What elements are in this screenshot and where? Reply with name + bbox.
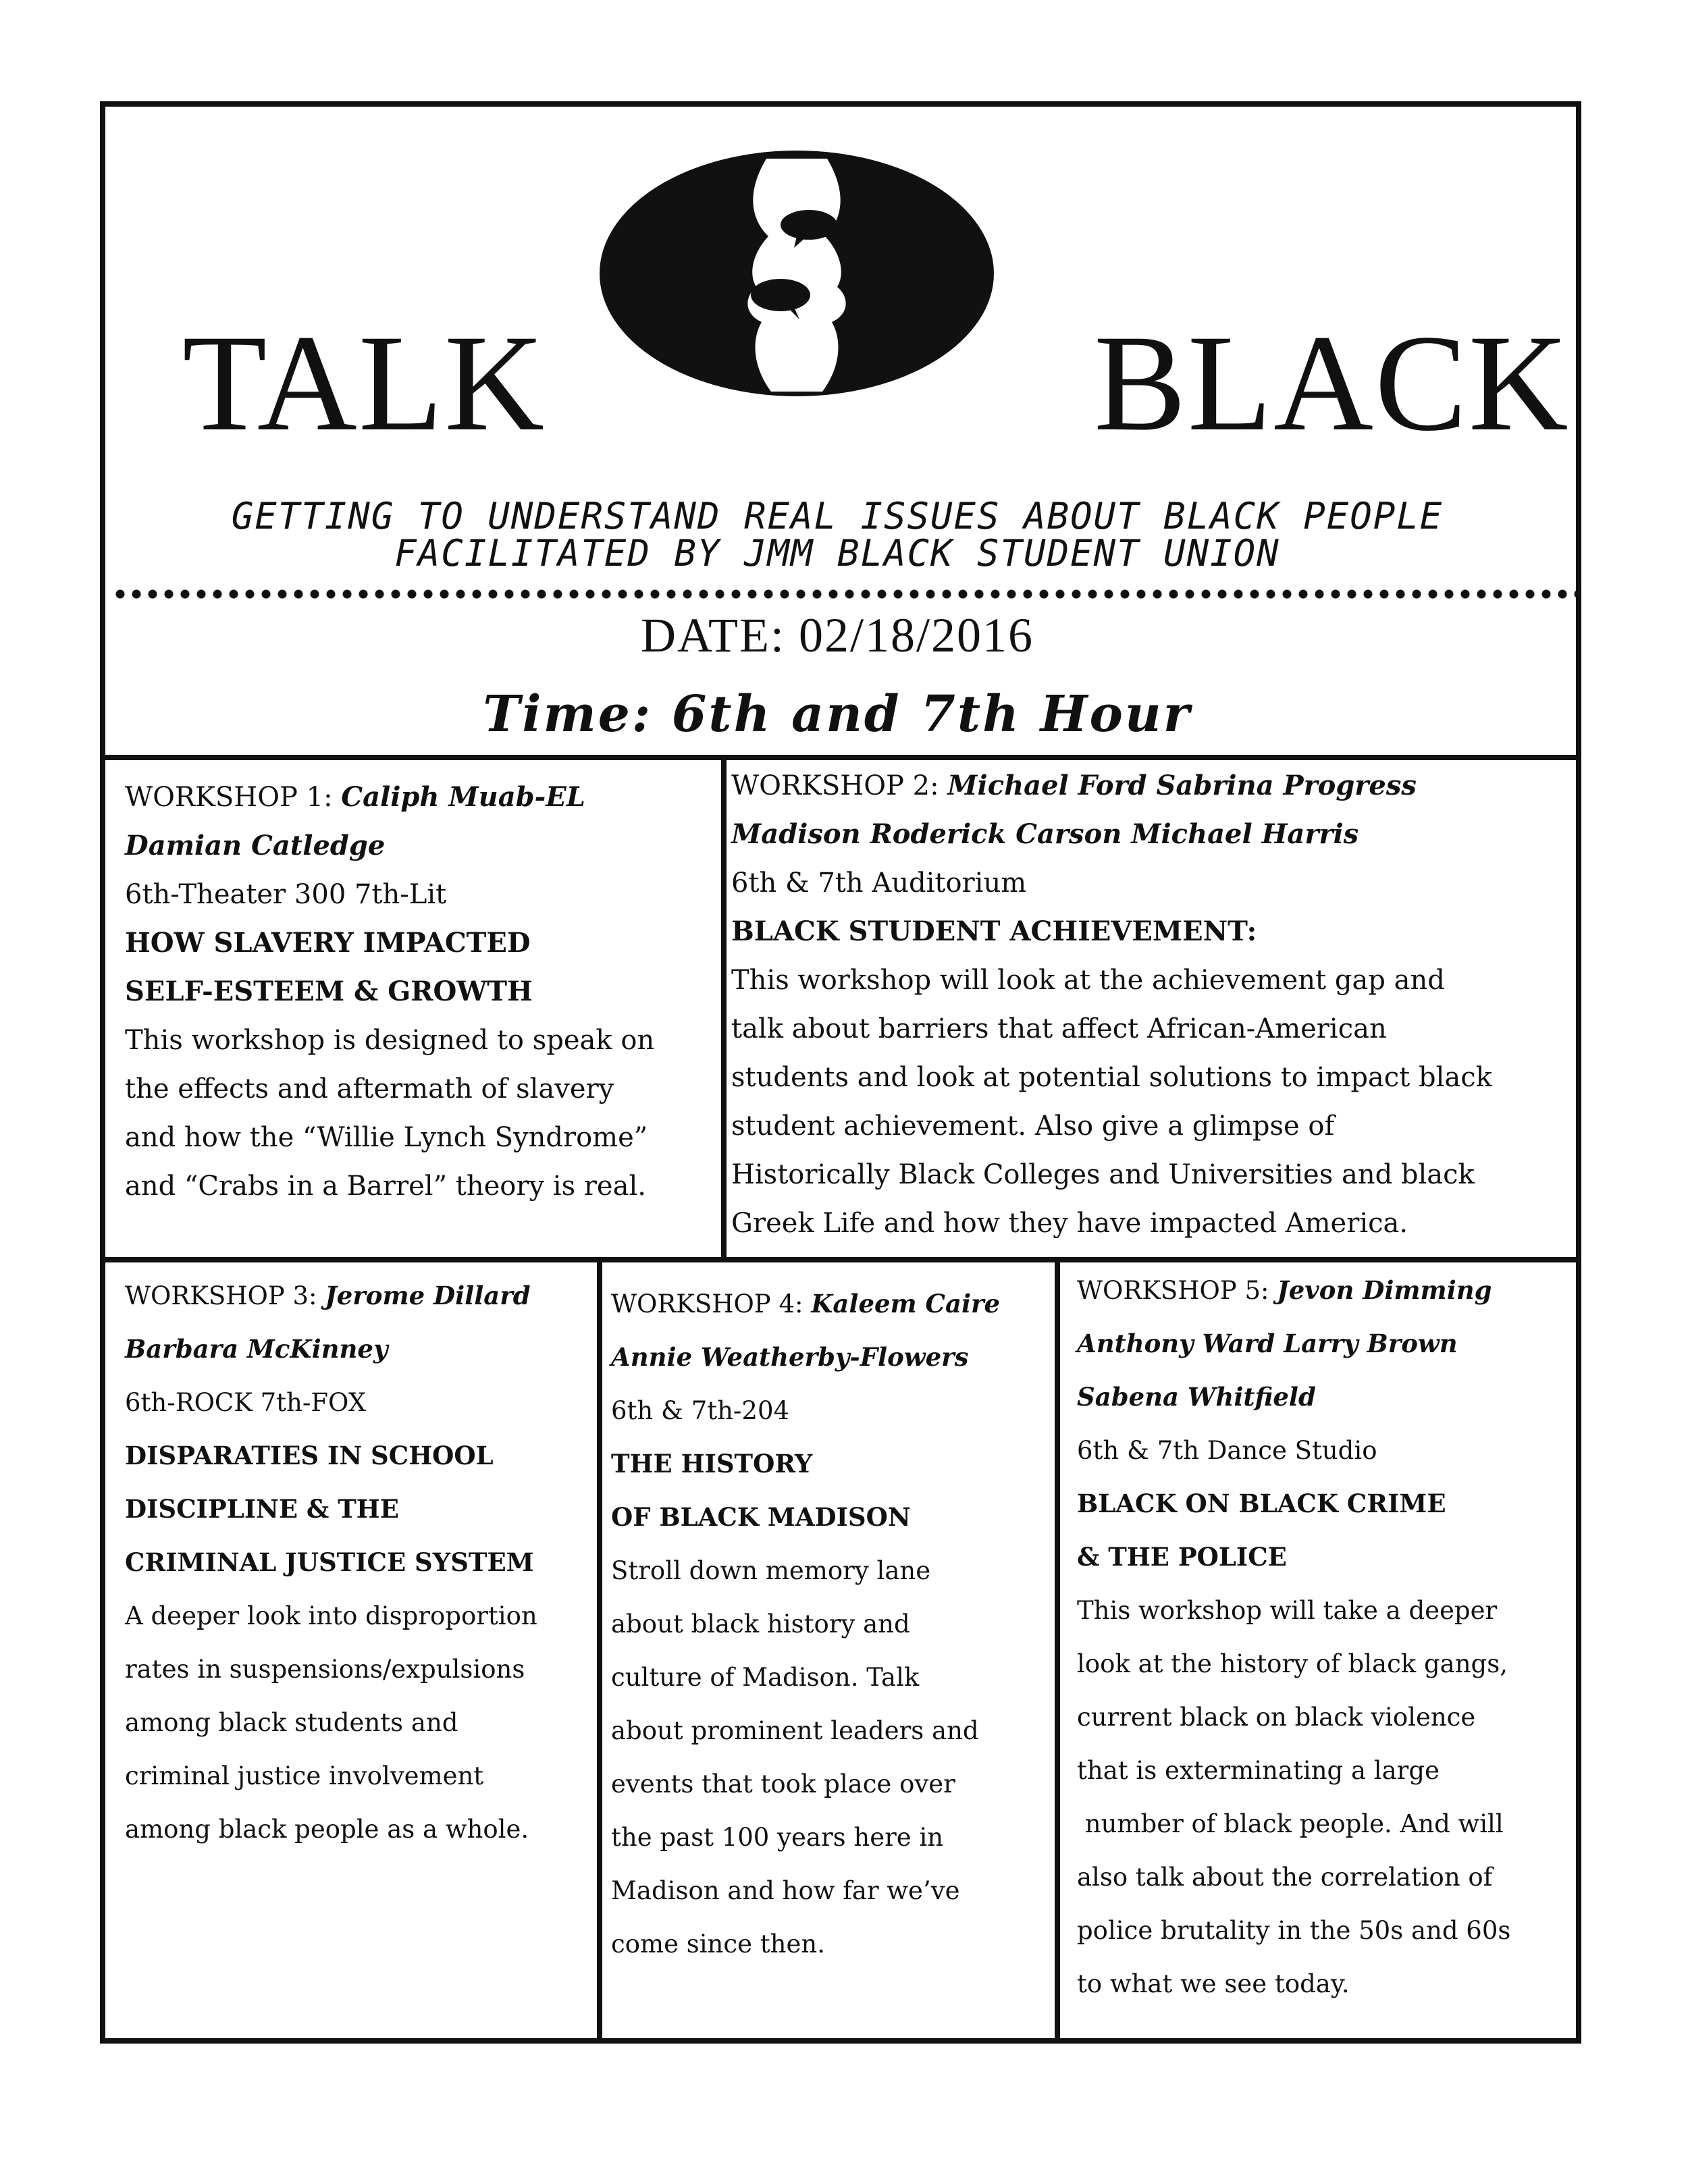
description-line: students and look at potential solutions to impact black xyxy=(731,1062,1492,1093)
description-line: Greek Life and how they have impacted America. xyxy=(731,1208,1408,1239)
workshop-title: BLACK ON BLACK CRIME xyxy=(1077,1489,1446,1518)
description-line: This workshop is designed to speak on xyxy=(125,1025,655,1056)
workshop-location: 6th & 7th Auditorium xyxy=(731,868,1027,899)
event-date: DATE: 02/18/2016 xyxy=(641,608,1034,662)
workshop-location: 6th & 7th-204 xyxy=(611,1396,790,1425)
description-line: This workshop will take a deeper xyxy=(1077,1596,1498,1625)
presenter: Barbara McKinney xyxy=(125,1334,388,1364)
description-line: culture of Madison. Talk xyxy=(611,1663,920,1692)
workshop-4 xyxy=(611,1277,1050,1971)
workshop-2 xyxy=(731,762,1575,1248)
description-line: A deeper look into disproportion xyxy=(125,1601,537,1630)
presenter: Caliph Muab-EL xyxy=(341,781,585,813)
dotted-divider xyxy=(112,589,1577,600)
workshop-title: CRIMINAL JUSTICE SYSTEM xyxy=(125,1547,534,1577)
description-line: talk about barriers that affect African-American xyxy=(731,1013,1387,1044)
workshop-label: WORKSHOP 2: xyxy=(731,770,948,801)
description-line: number of black people. And will xyxy=(1077,1809,1504,1838)
presenter: Jerome Dillard xyxy=(325,1281,531,1310)
tagline-1: GETTING TO UNDERSTAND REAL ISSUES ABOUT BLACK PEOPLE xyxy=(231,495,1444,537)
description-line: Madison and how far we’ve xyxy=(611,1876,960,1905)
description-line: events that took place over xyxy=(611,1769,955,1799)
workshop-label: WORKSHOP 4: xyxy=(611,1289,812,1319)
description-line: the past 100 years here in xyxy=(611,1823,944,1852)
description-line: and how the “Willie Lynch Syndrome” xyxy=(125,1122,648,1153)
workshop-title: DISPARATIES IN SCHOOL xyxy=(125,1441,494,1470)
workshop-location: 6th-ROCK 7th-FOX xyxy=(125,1388,367,1417)
description-line: rates in suspensions/expulsions xyxy=(125,1655,525,1684)
description-line: the effects and aftermath of slavery xyxy=(125,1073,614,1104)
divider-v3 xyxy=(1055,1257,1060,2044)
workshop-5 xyxy=(1077,1264,1577,2010)
description-line: among black people as a whole. xyxy=(125,1815,529,1844)
title-right: BLACK xyxy=(1094,307,1570,460)
workshop-title: & THE POLICE xyxy=(1077,1542,1287,1572)
presenter: Jevon Dimming xyxy=(1277,1275,1492,1305)
workshop-title: THE HISTORY xyxy=(611,1449,813,1479)
presenter: Annie Weatherby-Flowers xyxy=(611,1342,969,1372)
workshop-1 xyxy=(125,773,712,1210)
presenter: Madison Roderick Carson Michael Harris xyxy=(731,818,1359,850)
presenter: Michael Ford Sabrina Progress xyxy=(947,770,1417,801)
description-line: criminal justice involvement xyxy=(125,1761,484,1790)
workshop-label: WORKSHOP 5: xyxy=(1077,1276,1277,1305)
description-line: student achievement. Also give a glimpse of xyxy=(731,1111,1335,1142)
description-line: Historically Black Colleges and Universities and black xyxy=(731,1159,1475,1190)
workshop-title: DISCIPLINE & THE xyxy=(125,1494,399,1524)
presenter: Damian Catledge xyxy=(125,830,386,861)
workshop-label: WORKSHOP 3: xyxy=(125,1281,325,1310)
workshop-title: HOW SLAVERY IMPACTED xyxy=(125,927,531,959)
divider-v1 xyxy=(721,755,727,1262)
description-line: about prominent leaders and xyxy=(611,1716,979,1745)
description-line: look at the history of black gangs, xyxy=(1077,1649,1508,1678)
talk-logo-icon xyxy=(594,145,999,402)
workshop-title: SELF-ESTEEM & GROWTH xyxy=(125,976,533,1007)
divider-middle xyxy=(100,1257,1581,1262)
description-line: also talk about the correlation of xyxy=(1077,1863,1493,1892)
workshop-3 xyxy=(125,1269,591,1856)
event-time: Time: 6th and 7th Hour xyxy=(483,685,1192,743)
workshop-location: 6th & 7th Dance Studio xyxy=(1077,1436,1377,1465)
description-line: Stroll down memory lane xyxy=(611,1556,931,1585)
tagline-2: FACILITATED BY JMM BLACK STUDENT UNION xyxy=(394,532,1280,575)
workshop-title: OF BLACK MADISON xyxy=(611,1502,911,1532)
title-left: TALK xyxy=(182,307,546,460)
presenter: Anthony Ward Larry Brown xyxy=(1077,1329,1458,1358)
divider-v2 xyxy=(597,1257,602,2044)
description-line: police brutality in the 50s and 60s xyxy=(1077,1916,1511,1945)
description-line: that is exterminating a large xyxy=(1077,1756,1440,1785)
presenter: Kaleem Caire xyxy=(811,1289,1001,1319)
divider-top xyxy=(100,755,1581,760)
presenter: Sabena Whitfield xyxy=(1077,1382,1316,1412)
workshop-title: BLACK STUDENT ACHIEVEMENT: xyxy=(731,915,1257,947)
description-line: come since then. xyxy=(611,1929,825,1959)
description-line: and “Crabs in a Barrel” theory is real. xyxy=(125,1171,646,1202)
workshop-location: 6th-Theater 300 7th-Lit xyxy=(125,879,447,910)
description-line: among black students and xyxy=(125,1708,458,1737)
description-line: to what we see today. xyxy=(1077,1969,1350,1998)
description-line: This workshop will look at the achievement gap and xyxy=(731,965,1445,996)
description-line: current black on black violence xyxy=(1077,1703,1476,1732)
description-line: about black history and xyxy=(611,1609,910,1639)
workshop-label: WORKSHOP 1: xyxy=(125,782,342,813)
